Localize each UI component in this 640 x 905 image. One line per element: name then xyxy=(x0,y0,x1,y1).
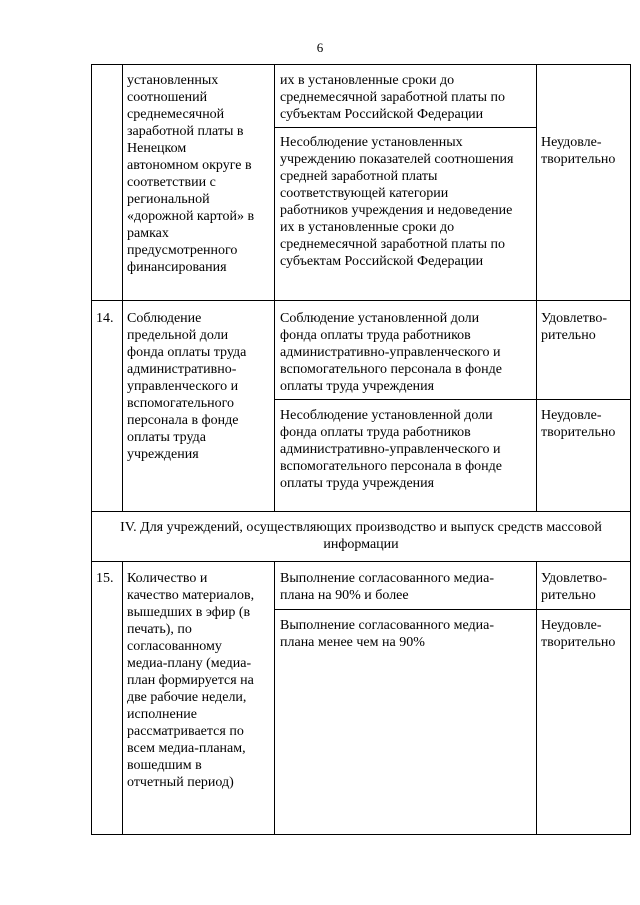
condition-divider xyxy=(274,609,631,610)
condition-text: Выполнение согласованного медиа- плана на 90% и более xyxy=(280,571,494,603)
row-divider xyxy=(91,300,631,301)
condition-divider xyxy=(274,399,631,400)
row-divider xyxy=(91,511,631,512)
rating-column-border xyxy=(536,64,537,512)
rating-text: Неудовле- творительно xyxy=(541,135,616,167)
row-number: 15. xyxy=(96,571,114,586)
criterion-column-border xyxy=(274,64,275,512)
criteria-table xyxy=(91,64,631,835)
rating-text: Удовлетво- рительно xyxy=(541,311,607,343)
criterion-text: Количество и качество материалов, вышедших в эфир (в печать), по согласованному медиа-плану (медиа- план формируется на две рабочие недели, исполнение рассматривается по всем медиа-планам, вошедшим в отчетный период) xyxy=(127,571,255,790)
condition-text: их в установленные сроки до среднемесячной заработной платы по субъектам Российской Федерации xyxy=(280,73,506,122)
table-left-border xyxy=(91,64,92,835)
condition-text: Выполнение согласованного медиа- плана менее чем на 90% xyxy=(280,618,494,650)
condition-text: Несоблюдение установленных учреждению показателей соотношения средней заработной платы соответствующей категории работников учреждения и недоведение их в установленные сроки до среднемесячной заработной платы по субъектам Российской Федерации xyxy=(280,135,514,269)
criterion-column-border xyxy=(274,561,275,835)
table-bottom-border xyxy=(91,834,631,835)
section-title: IV. Для учреждений, осуществляющих производство и выпуск средств массовой информации xyxy=(120,520,602,552)
rating-column-border xyxy=(536,561,537,835)
criterion-text: Соблюдение предельной доли фонда оплаты труда административно- управленческого и вспомогательного персонала в фонде оплаты труда учреждения xyxy=(127,311,247,462)
rating-text: Неудовле- творительно xyxy=(541,408,616,440)
table-top-border xyxy=(91,64,631,65)
number-column-border xyxy=(122,561,123,835)
criterion-text: установленных соотношений среднемесячной заработной платы в Ненецком автономном округе в соответствии с региональной «дорожной картой» в рамках предусмотренного финансирования xyxy=(127,73,255,275)
rating-text: Удовлетво- рительно xyxy=(541,571,607,603)
row-number: 14. xyxy=(96,311,114,326)
condition-divider xyxy=(274,127,536,128)
page-number: 6 xyxy=(316,40,324,55)
rating-text: Неудовле- творительно xyxy=(541,618,616,650)
section-divider xyxy=(91,561,631,562)
condition-text: Соблюдение установленной доли фонда оплаты труда работников административно-управленческого и вспомогательного персонала в фонде оплаты труда учреждения xyxy=(280,311,502,394)
table-right-border xyxy=(630,64,631,835)
number-column-border xyxy=(122,64,123,512)
condition-text: Несоблюдение установленной доли фонда оплаты труда работников административно-управленческого и вспомогательного персонала в фонде оплаты труда учреждения xyxy=(280,408,502,491)
